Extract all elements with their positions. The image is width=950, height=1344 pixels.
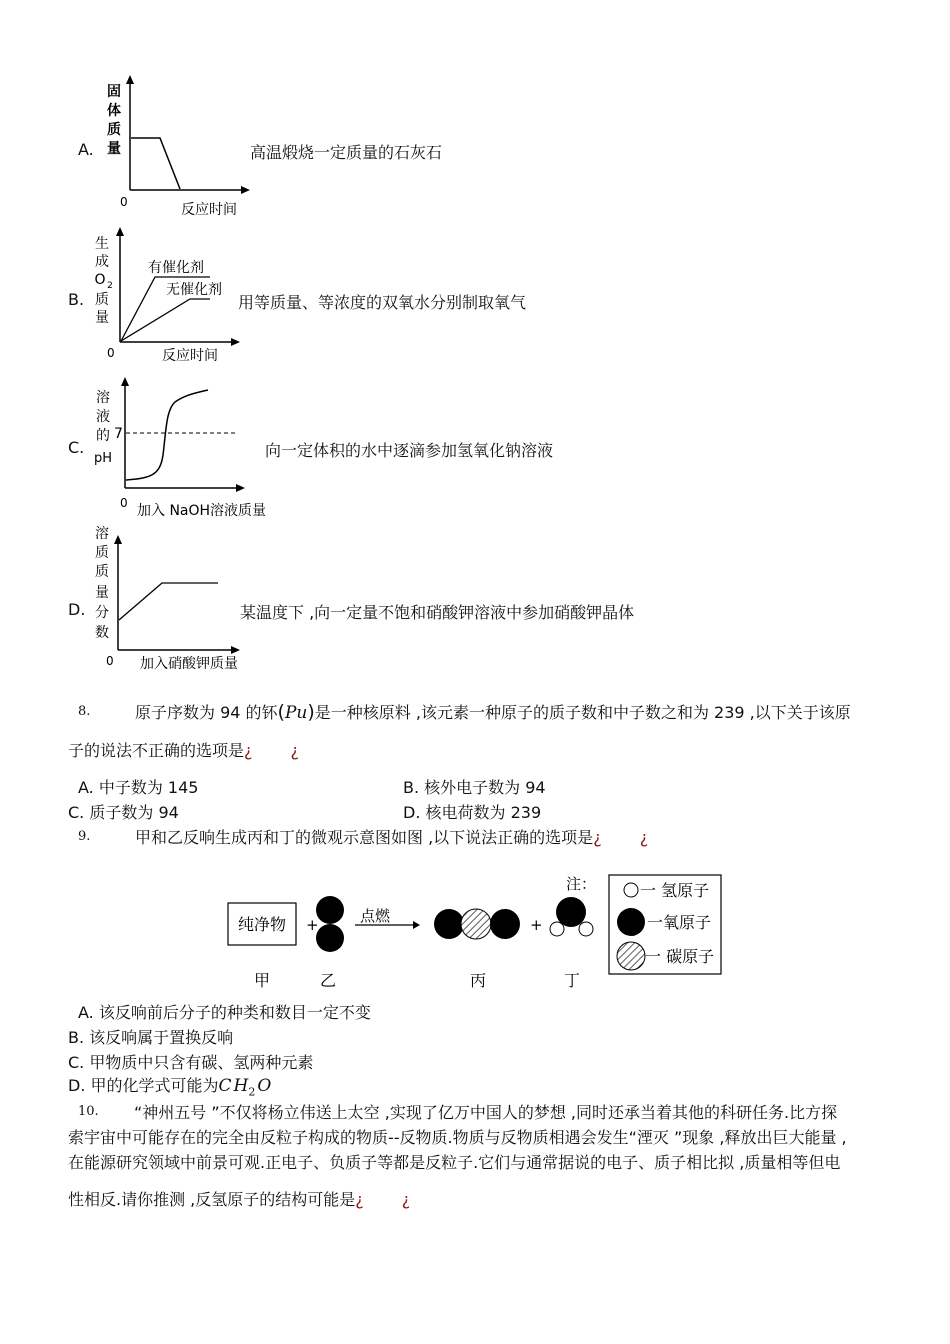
svg-text:质: 质 bbox=[95, 545, 109, 561]
option-desc: 向一定体积的水中逐滴参加氢氧化钠溶液 bbox=[265, 441, 554, 460]
svg-text:体: 体 bbox=[107, 103, 121, 119]
xlabel: 反应时间 bbox=[181, 202, 237, 218]
svg-text:质: 质 bbox=[107, 122, 121, 138]
choice-d[interactable]: D. 甲的化学式可能为C $H_2$ O bbox=[68, 1076, 272, 1099]
question-number: 8. bbox=[78, 704, 91, 719]
svg-text:+: + bbox=[530, 916, 543, 934]
chemical-formula: C $H_2$ O bbox=[218, 1076, 272, 1099]
svg-text:一 氢原子: 一 氢原子 bbox=[640, 881, 710, 900]
svg-text:+: + bbox=[306, 916, 319, 934]
option-letter: B. bbox=[68, 290, 85, 309]
note-label: 注： bbox=[566, 875, 597, 893]
svg-text:分: 分 bbox=[95, 605, 109, 621]
svg-text:质: 质 bbox=[95, 292, 109, 308]
oxygen-molecule bbox=[316, 896, 344, 952]
option-desc: 高温煅烧一定质量的石灰石 bbox=[250, 143, 443, 162]
svg-text:0: 0 bbox=[107, 346, 115, 360]
svg-text:一 碳原子: 一 碳原子 bbox=[645, 947, 715, 966]
question-number: 9. bbox=[78, 829, 91, 844]
option-letter: D. bbox=[68, 600, 86, 619]
arrow-label: 点燃 bbox=[360, 907, 391, 925]
svg-text:甲: 甲 bbox=[253, 971, 271, 990]
svg-text:2: 2 bbox=[107, 281, 113, 291]
svg-text:量: 量 bbox=[95, 310, 109, 326]
legend-no-catalyst: 无催化剂 bbox=[166, 282, 222, 298]
svg-text:纯净物: 纯净物 bbox=[237, 915, 287, 934]
svg-text:加入 NaOH溶液质量: 加入 NaOH溶液质量 bbox=[137, 503, 267, 519]
choice-d[interactable]: D. 核电荷数为 239 bbox=[403, 803, 542, 822]
svg-text:反应时间: 反应时间 bbox=[162, 348, 218, 364]
question-number: 10. bbox=[78, 1104, 99, 1119]
svg-text:pH: pH bbox=[93, 451, 113, 466]
svg-text:液: 液 bbox=[96, 409, 110, 425]
svg-text:加入硝酸钾质量: 加入硝酸钾质量 bbox=[140, 656, 238, 672]
choice-c[interactable]: C. 质子数为 94 bbox=[68, 803, 179, 822]
svg-text:溶: 溶 bbox=[95, 526, 109, 542]
question-text-line4: 性相反.请你推测 ,反氢原子的结构可能是¿ ¿ bbox=[68, 1190, 411, 1209]
choice-a[interactable]: A. 该反响前后分子的种类和数目一定不变 bbox=[78, 1003, 371, 1022]
svg-text:丁: 丁 bbox=[563, 971, 581, 990]
origin-label: 0 bbox=[120, 195, 128, 209]
svg-text:O: O bbox=[94, 272, 106, 288]
question-text: 甲和乙反响生成丙和丁的微观示意图如图 ,以下说法正确的选项是¿ ¿ bbox=[135, 828, 649, 847]
co2-molecule bbox=[434, 909, 520, 939]
svg-text:丙: 丙 bbox=[469, 971, 487, 990]
svg-text:固: 固 bbox=[107, 84, 121, 100]
choice-b[interactable]: B. 核外电子数为 94 bbox=[403, 778, 546, 797]
water-molecule bbox=[550, 897, 593, 936]
svg-text:的: 的 bbox=[96, 428, 110, 444]
svg-text:量: 量 bbox=[95, 585, 109, 601]
svg-text:成: 成 bbox=[95, 254, 109, 270]
svg-text:溶: 溶 bbox=[96, 390, 110, 406]
question-text-line3: 在能源研究领域中前景可观.正电子、负质子等都是反粒子.它们与通常据说的电子、质子相比拟 ,质量相等但电 bbox=[68, 1153, 841, 1172]
svg-text:数: 数 bbox=[95, 625, 109, 641]
question-text-line1: “神州五号 ”不仅将杨立伟送上太空 ,实现了亿万中国人的梦想 ,同时还承当着其他的科研任务.比方探 bbox=[134, 1103, 838, 1122]
option-letter: C. bbox=[68, 438, 85, 457]
svg-text:一氧原子: 一氧原子 bbox=[647, 913, 712, 932]
question-text-line2: 子的说法不正确的选项是¿ ¿ bbox=[68, 741, 300, 760]
option-letter: A. bbox=[78, 140, 94, 159]
svg-text:0: 0 bbox=[106, 654, 114, 668]
option-desc: 用等质量、等浓度的双氧水分别制取氧气 bbox=[238, 293, 527, 312]
ref-value-label: 7 bbox=[114, 426, 123, 442]
question-text: 原子序数为 94 的钚(Pu)是一种核原料 ,该元素一种原子的质子数和中子数之和为 239 ,以下关于该原 bbox=[135, 701, 851, 723]
question-text-line2: 索宇宙中可能存在的完全由反粒子构成的物质--反物质.物质与反物质相遇会发生“湮灭 ”现象 ,释放出巨大能量 , bbox=[68, 1128, 847, 1147]
svg-text:质: 质 bbox=[95, 564, 109, 580]
choice-b[interactable]: B. 该反响属于置换反响 bbox=[68, 1028, 234, 1047]
option-desc: 某温度下 ,向一定量不饱和硝酸钾溶液中参加硝酸钾晶体 bbox=[240, 603, 635, 622]
choice-c[interactable]: C. 甲物质中只含有碳、氢两种元素 bbox=[68, 1053, 314, 1072]
svg-text:0: 0 bbox=[120, 496, 128, 510]
choice-a[interactable]: A. 中子数为 145 bbox=[78, 778, 199, 797]
svg-text:生: 生 bbox=[95, 236, 109, 252]
legend-catalyst: 有催化剂 bbox=[148, 260, 204, 276]
svg-text:量: 量 bbox=[107, 141, 121, 157]
svg-text:乙: 乙 bbox=[319, 971, 337, 990]
substance-names bbox=[254, 971, 580, 990]
